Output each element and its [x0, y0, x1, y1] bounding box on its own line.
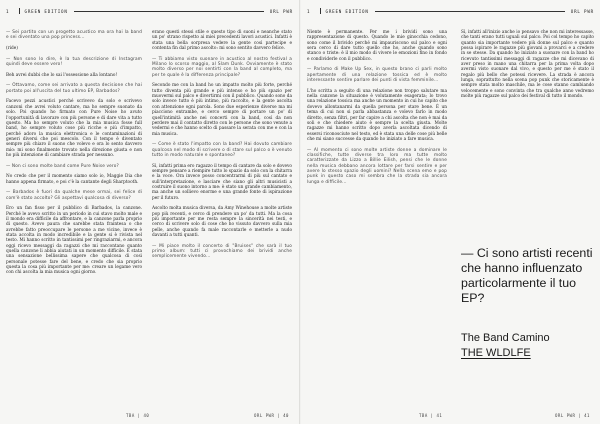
page-number: 1: [6, 8, 9, 14]
interview-answer: (ride): [6, 46, 18, 52]
magazine-tag: ORL PWR: [269, 8, 293, 14]
left-page-header: [6, 6, 293, 16]
right-footer-magazine: ORL PWR | 41: [555, 413, 590, 418]
interview-answer: Niente è permanente. Per me i brividi sono una rappresentazione di questo. Quando le mie ginocchia cedono, sono come il brivido perché mi impauriscono sul palco e ogni sera cerco di dare tutto quello che ho, anche quando sono stanco o triste: è il mio modo di vivere le emozioni fino in fondo e condividerle con il pubblico.: [307, 30, 447, 62]
interview-question: — Sei partito con un progetto acustico ma ora hai la band e sei diventato una pop princess...: [6, 30, 142, 41]
interview-question: — Come è stato l'impatto con la band? Hai dovuto cambiare qualcosa nel modo di scrivere o di stare sul palco o è venuto tutto in modo naturale e spontaneo?: [152, 142, 292, 158]
credit-artist: The Band Camino: [461, 332, 550, 344]
interview-answer: No credo che per il momento siamo solo io, Maggie Dia che hanno appena firmato, e poi c'è la cantante degli Sharptooth.: [6, 174, 142, 185]
interview-question: — Parlamo di Make Up Sex, in questo brano ci parli molto apertamente di una relazione tossica ed è molto interessante sentire parlare dei punti di vista femminile...: [307, 67, 447, 84]
pull-quote-question: — Ci sono artisti recenti che hanno influenzato particolarmente il tuo EP?: [461, 246, 593, 305]
right-page-header: [307, 6, 594, 16]
interview-answer: Ero un fan fisso per il pubblico di Barbados, la canzone. Perché le avevo scritto in un periodo in cui stavo molto male e il mondo era difficile da affrontare, e la canzone parla proprio di questo. Avevo paura che sarebbe stata fraintesa o che avrebbe fatto preoccupare le persone a me vicine, invece è stata accolta in modo incredibile e la gente si è rivista nel testo. Mi hanno scritto in tantissimi per ringraziarmi, e ancora oggi ricevo messaggi da ragazzi che mi raccontano quanto quella canzone li abbia aiutati in un momento difficile. È stata una sensazione bellissima sapere che qualcosa di così personale potesse fare del bene, e credo che sia proprio questa la cosa più importante per me: creare un legame vero con chi ascolta la mia musica ogni giorno.: [6, 206, 142, 276]
page-number: 1: [307, 8, 310, 14]
interview-answer: Ascolto molta musica diversa, da Amy Winehouse a molte artiste pop più recenti, e cerco di prendere un po' da tutti. Ma la cosa più importante per me resta sempre la sincerità nei testi, e cerco di scrivere solo di cose che ho vissuto davvero sulla mia pelle, anche quando fa male raccontarle e metterle a nudo davanti a tutti quanti.: [152, 206, 292, 239]
interview-question: — Barbados è fuori da qualche mese ormai, sei felice di com'è stato accolto? Gli aspettavi qualcosa di diverso?: [6, 190, 142, 201]
interview-answer: Sì, infatti prima ero ragazzo il tempo di cantare da solo e dovevo sempre pensare a riempire tutto lo spazio da solo con la chitarra e la voce. Ora invece posso concentrarmi di più sul cantato e sull'interpretazione, e lasciare che siano gli altri musicisti a costruire il suono intorno a me: è stato un grande cambiamento, ma anche un sollievo enorme e una grande fonte di ispirazione per il futuro.: [152, 163, 292, 201]
answer-credit: [461, 331, 596, 360]
interview-answer: Beh avrei dubbi che lo sai l'ossessione alla lontano!: [6, 72, 118, 78]
left-column-2: [152, 30, 292, 265]
interview-question: — Non sono lo dire, è la tua descrizione di Instagram quindi deve essere vero!: [6, 56, 142, 68]
magazine-tag: ORL PWR: [570, 8, 594, 14]
right-page: [301, 0, 600, 424]
right-footer-tba: TBA | 41: [419, 413, 443, 418]
section-label: GREEN EDITION: [24, 8, 68, 14]
interview-question: — Al momento ci sono molte artiste donne a dominare le classifiche, tutte diverse tra loro ma tutte molto caratterizzate da Lizzo a Billie Eilish, pensi che le donne nella musica debbano ancora lottare per farsi sentire e per avere lo stesso spazio degli uomini? Nella scena emo e pop punk in questo caso mi sembra che la strada sia ancora lunga e difficile...: [307, 147, 447, 185]
interview-question: — Mi piace molto il concerto di "Bruises" che sarà il tuo primo album: tutti ci provochiamo dei brividi anche semplicemente vivendo...: [152, 243, 292, 260]
interview-answer: Secondo me con la band ho un impatto molto più forte, perché tutto diventa più grande e più intenso e ho più spazio per muovermi sul palco e divertirmi con il pubblico. Quando sono da solo invece tutto è più intimo, più raccolto, e la gente ascolta con attenzione ogni parola. Sono due esperienze diverse ma mi piacciono entrambe, e cerco sempre di portare un po' di quell'intimità anche nei concerti con la band, così da non perdere mai il contatto diretto con le persone che sono venute a vedermi e che hanno scelto di passare la serata con me e con la mia musica.: [152, 83, 292, 137]
header-separator: [320, 8, 321, 14]
interview-answer: erano questi stessi stile e questo tipo di suoni e neanche stato un po' strano rispetto ai miei precedenti lavori acustici. Infatti è stata una bella sorpresa vedere la gente così partecipe e contenta fin dal primo ascolto: mi sono sentito davvero felice.: [152, 30, 292, 52]
left-column-1: [6, 30, 142, 281]
credit-band: THE WLDLFE: [461, 346, 531, 359]
right-column-2: [461, 30, 594, 105]
right-column-1: [307, 30, 447, 190]
section-label: GREEN EDITION: [325, 8, 369, 14]
header-separator: [19, 8, 20, 14]
header-rule: [375, 11, 565, 12]
interview-question: — Ti abbiamo visto suonare in acustico al nostro festival a Milano lo scorso maggio, al Slam Dunk. Ovviamente è stato molto diverso per noi sentirti con la band al completo, ma per te quale è la differenza principale?: [152, 56, 292, 78]
interview-question: — Non ci sono molte band come Pure Noise vero?: [6, 163, 119, 169]
left-footer-tba: TBA | 40: [126, 413, 150, 418]
interview-answer: L'ho scritta a seguito di una relazione non troppo salutare ma nella canzone la situazione è volutamente esagerata; lo trovo una relazione tossica ma anche un momento in cui ho capito che dovevo allontanarmi da quella persona per stare bene. È un tema di cui non si parla abbastanza e volevo farlo in modo diretto, senza filtri, per far capire a chi ascolta che non è mai da soli e che chiedere aiuto è sempre la scelta giusta. Molte ragazze mi hanno scritto dopo averla ascoltata dicendo di essersi riconosciute nel testo, ed è stata una delle cose più belle che mi siano successe da quando ho iniziato a fare musica.: [307, 88, 447, 142]
interview-question: — Ottavamo, come sei arrivato a questa decisione che hai portato poi all'uscita del tuo ultimo EP, Barbados?: [6, 83, 142, 94]
left-page: [0, 0, 299, 424]
header-rule: [74, 11, 264, 12]
interview-answer: Facevo pezzi acustici perché scrivevo da solo e scrivevo canzoni che avrei voluto cantare, ma ho sempre suonato da solo. Poi quando ho firmato con Pure Noise ho avuto l'opportunità di lavorare con più persone e di dare vita a tutto questo. Ma ho sempre voluto che la mia musica fosse full band, ho sempre voluto cose più ricche e più d'impatto, perché adoro la musica elettronica e le contaminazioni di generi diversi che poi mescolo. Con il tempo è diventato sempre più chiaro il suono che volevo e ora lo sento davvero mio: mi sono finalmente trovato nella direzione giusta e non ho più intenzione di cambiare strada per nessuno.: [6, 99, 142, 158]
interview-answer: Sì, infatti all'inizio anche io pensavo che non mi interessasse, che tanti erano tutti uguali sul palco. Poi col tempo ho capito quanto sia importante vedere più donne sul palco e quanto possa ispirare le ragazze più giovani a provarci e a credere in se stesse. Da quando ho iniziato a suonare con la band ho ricevuto tantissimi messaggi di ragazze che mi dicevano di aver preso in mano una chitarra per la prima volta dopo avermi visto suonare dal vivo, e questo per me è stato il regalo più bello che potessi ricevere. La strada è ancora lunga, soprattutto nella scena pop punk che storicamente è sempre stata molto maschile, ma le cose stanno cambiando velocemente e sono convinta che tra qualche anno vedremo molte più ragazze sul palco dei festival di tutto il mondo.: [461, 30, 594, 100]
left-footer-magazine: ORL PWR | 40: [254, 413, 289, 418]
